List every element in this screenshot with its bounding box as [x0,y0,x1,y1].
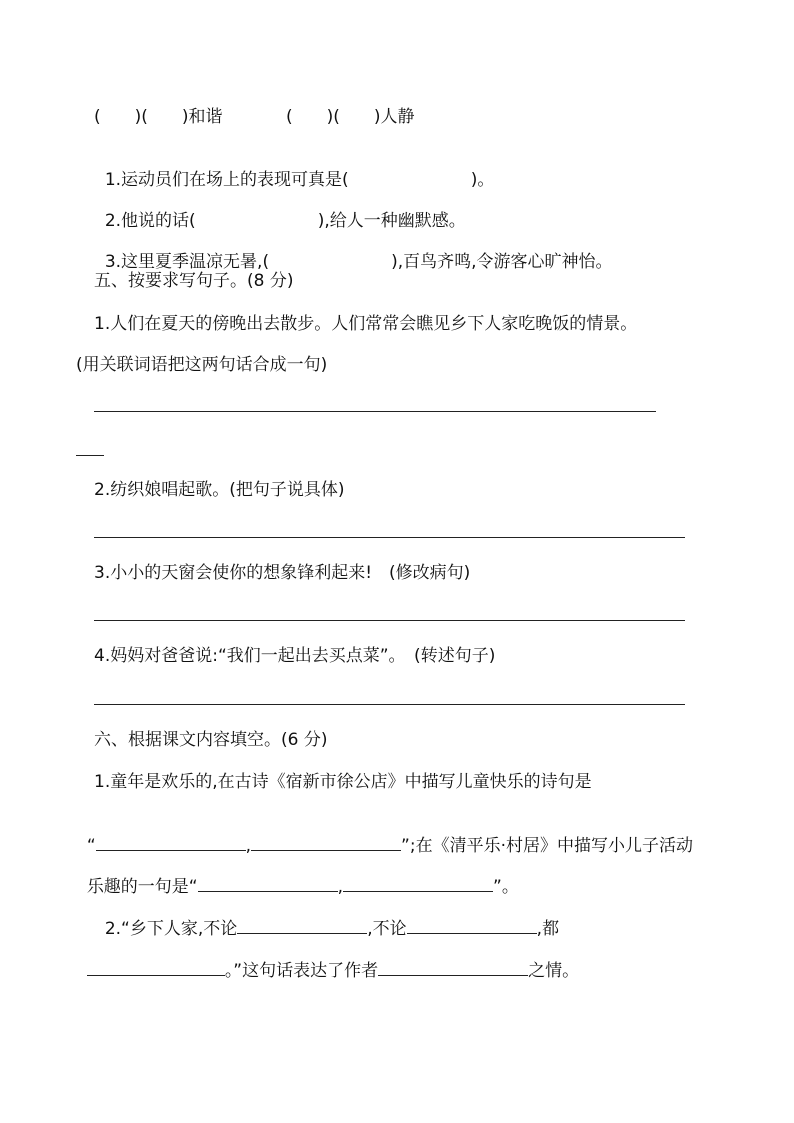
s6-q1-end: ”。 [493,877,519,897]
s6-q2-blank-4[interactable] [378,959,528,976]
s5-q2-answer-line[interactable] [94,537,685,538]
fill-item-1 [94,147,494,191]
s5-q1-line2: (用关联词语把这两句话合成一句) [76,355,328,375]
s6-q2-blank-3[interactable] [87,959,225,976]
fill-item-2 [94,188,466,232]
s6-q1-line3 [76,853,519,898]
s6-q1-blank-4[interactable] [343,875,493,892]
s6-q2-start: 2.“乡下人家,不论 [104,919,238,939]
idiom-fill-2: ( )( )人静 [286,107,415,127]
section-5-heading: 五、按要求写句子。(8 分) [94,271,294,291]
fill-item-2-num: 2. [104,211,122,231]
s6-q1-line3-start: 乐趣的一句是“ [86,877,198,897]
fill-item-3-num: 3. [104,252,122,272]
fill-item-1-after: )。 [470,170,495,190]
s6-q2-mid: 不论 [372,919,407,939]
s5-q3-answer-line[interactable] [94,620,685,621]
s6-q2-line1 [94,895,559,940]
s6-q2-comma1: , [367,919,373,939]
s6-q2-line2-mid: 。”这句话表达了作者 [224,961,379,981]
fill-item-1-num: 1. [104,170,122,190]
s6-q1-mid: ”;在《清平乐·村居》中描写小儿子活动 [401,836,693,856]
s6-q1-open-quote: “ [86,836,96,856]
s6-q2-blank-1[interactable] [237,917,367,934]
s6-q2-comma2: , [536,919,543,939]
s5-q1-line1: 1.人们在夏天的傍晚出去散步。人们常常会瞧见乡下人家吃晚饭的情景。 [94,314,638,334]
s6-q2-line2-end: 之情。 [528,961,580,981]
s6-q2-blank-2[interactable] [407,917,537,934]
fill-item-3 [94,229,613,273]
fill-item-3-before: 这里夏季温凉无暑,( [121,252,270,272]
s5-q4-answer-line[interactable] [94,704,685,705]
s6-q2-line2 [76,937,579,982]
s6-q1-comma: , [245,836,252,856]
s6-q1-blank-2[interactable] [251,834,401,851]
s6-q1-blank-1[interactable] [96,834,246,851]
section-6-heading: 六、根据课文内容填空。(6 分) [94,730,328,750]
s6-q2-end1: 都 [542,919,560,939]
fill-item-1-before: 运动员们在场上的表现可真是( [121,170,349,190]
s5-q1-answer-line-cont[interactable] [76,455,104,456]
s5-q4: 4.妈妈对爸爸说:“我们一起出去买点菜”。 (转述句子) [94,646,496,666]
s6-q1-line1: 1.童年是欢乐的,在古诗《宿新市徐公店》中描写儿童快乐的诗句是 [94,772,592,792]
fill-item-2-after: ),给人一种幽默感。 [317,211,466,231]
s5-q3: 3.小小的天窗会使你的想象锋利起来! (修改病句) [94,563,471,583]
idiom-fill-1: ( )( )和谐 [94,107,223,127]
s5-q2: 2.纺织娘唱起歌。(把句子说具体) [94,480,345,500]
fill-item-3-after: ),百鸟齐鸣,令游客心旷神怡。 [391,252,613,272]
s6-q1-line2 [76,812,693,857]
fill-item-2-before: 他说的话( [121,211,196,231]
s6-q1-comma2: , [337,877,344,897]
s6-q1-blank-3[interactable] [198,875,338,892]
s5-q1-answer-line[interactable] [94,411,656,412]
